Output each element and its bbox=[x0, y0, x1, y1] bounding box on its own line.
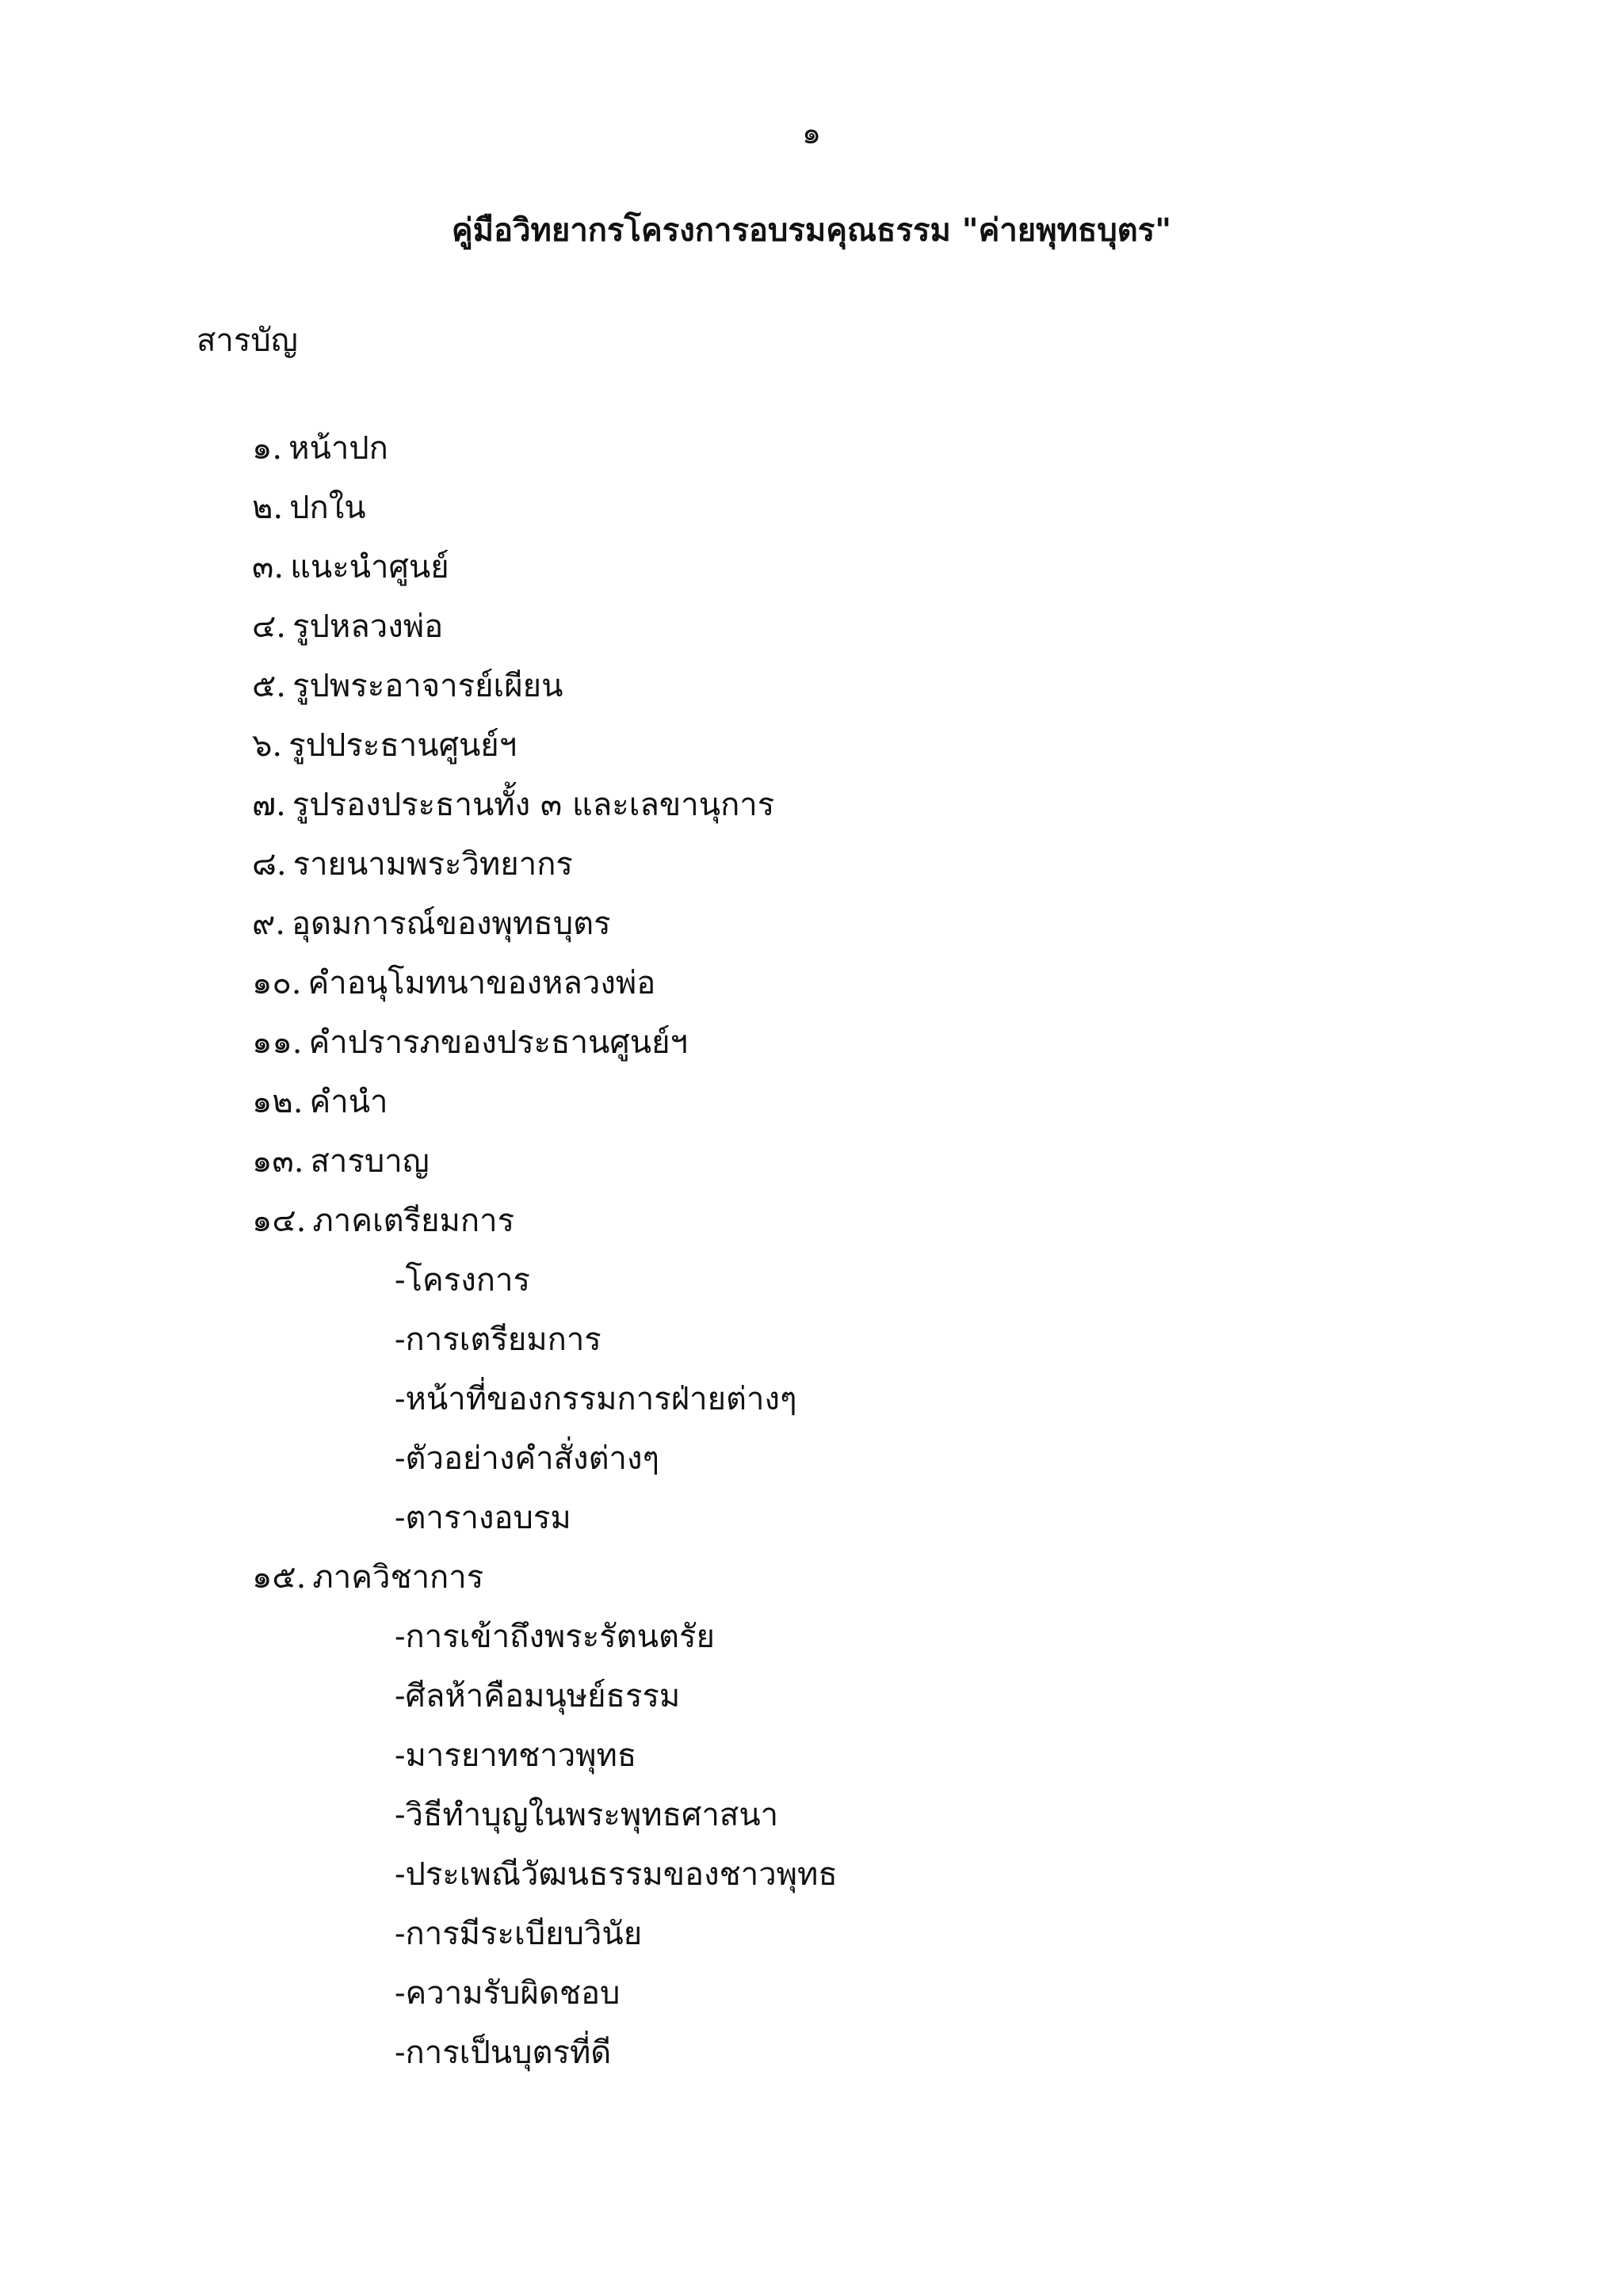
toc-item-text: รายนามพระวิทยากร bbox=[292, 846, 573, 883]
toc-item bbox=[0, 1019, 1623, 1078]
toc-item-number: ๑๐. bbox=[252, 965, 302, 1001]
toc-item bbox=[0, 543, 1623, 603]
toc-subitem bbox=[0, 1435, 1623, 1494]
toc-item-text: ภาคเตรียมการ bbox=[312, 1203, 515, 1239]
toc-subitem bbox=[0, 1613, 1623, 1672]
toc-item-number: ๑. bbox=[252, 430, 283, 467]
toc-item-text: -ความรับผิดชอบ bbox=[395, 1975, 621, 2012]
toc-item-text: -การเข้าถึงพระรัตนตรัย bbox=[395, 1619, 715, 1655]
toc-subitem bbox=[0, 1970, 1623, 2029]
toc-item-text: คำอนุโมทนาของหลวงพ่อ bbox=[307, 965, 656, 1001]
toc-subitem bbox=[0, 1791, 1623, 1851]
toc-item-text: รูปหลวงพ่อ bbox=[292, 608, 444, 645]
toc-item-text: รูปรองประธานทั้ง ๓ และเลขานุการ bbox=[292, 787, 775, 823]
toc-subitem bbox=[0, 1375, 1623, 1435]
toc-item bbox=[0, 1138, 1623, 1197]
toc-item bbox=[0, 484, 1623, 543]
toc-item-text: -มารยาทชาวพุทธ bbox=[395, 1737, 637, 1774]
toc-subitem bbox=[0, 1494, 1623, 1554]
toc-item-number: ๙. bbox=[252, 906, 286, 942]
toc-item-text: -ตารางอบรม bbox=[395, 1500, 571, 1536]
toc-subitem bbox=[0, 2029, 1623, 2088]
toc-item-number: ๑๕. bbox=[252, 1559, 307, 1596]
toc-item-number: ๘. bbox=[252, 846, 287, 883]
toc-item bbox=[0, 603, 1623, 662]
toc-item-text: -ศีลห้าคือมนุษย์ธรรม bbox=[395, 1678, 681, 1714]
toc-item-number: ๑๔. bbox=[252, 1203, 307, 1239]
toc-item bbox=[0, 1554, 1623, 1613]
toc-item-text: -โครงการ bbox=[395, 1262, 530, 1299]
toc-item-text: -หน้าที่ของกรรมการฝ่ายต่างๆ bbox=[395, 1381, 797, 1417]
toc-item-text: รูปประธานศูนย์ฯ bbox=[288, 727, 517, 764]
toc-item-text: -ตัวอย่างคำสั่งต่างๆ bbox=[395, 1440, 660, 1477]
toc-item bbox=[0, 959, 1623, 1019]
table-of-contents bbox=[0, 425, 1623, 2088]
toc-item-number: ๗. bbox=[252, 787, 286, 823]
toc-item-text: คำนำ bbox=[309, 1084, 388, 1120]
toc-heading: สารบัญ bbox=[197, 322, 298, 359]
toc-item-number: ๑๒. bbox=[252, 1084, 304, 1120]
toc-item-text: ปกใน bbox=[289, 490, 366, 526]
toc-subitem bbox=[0, 1316, 1623, 1375]
toc-item-text: -วิธีทำบุญในพระพุทธศาสนา bbox=[395, 1797, 779, 1833]
toc-item bbox=[0, 662, 1623, 722]
toc-item-text: -ประเพณีวัฒนธรรมของชาวพุทธ bbox=[395, 1856, 838, 1893]
toc-subitem bbox=[0, 1257, 1623, 1316]
document-title: คู่มือวิทยากรโครงการอบรมคุณธรรม "ค่ายพุทธบุตร" bbox=[451, 212, 1172, 249]
toc-item-number: ๕. bbox=[252, 668, 286, 704]
toc-item bbox=[0, 425, 1623, 484]
toc-item bbox=[0, 1197, 1623, 1257]
page-number: ๑ bbox=[801, 116, 822, 151]
toc-item-number: ๒. bbox=[252, 490, 284, 526]
toc-item-text: -การมีระเบียบวินัย bbox=[395, 1916, 643, 1952]
toc-item-text: สารบาญ bbox=[310, 1143, 430, 1180]
toc-item-number: ๖. bbox=[252, 727, 283, 764]
toc-subitem bbox=[0, 1910, 1623, 1970]
toc-item bbox=[0, 781, 1623, 841]
toc-item-text: รูปพระอาจารย์เผียน bbox=[292, 668, 563, 704]
toc-subitem bbox=[0, 1851, 1623, 1910]
toc-item bbox=[0, 900, 1623, 959]
toc-item-text: ภาควิชาการ bbox=[312, 1559, 484, 1596]
toc-item-number: ๓. bbox=[252, 549, 285, 585]
toc-item-text: คำปรารภของประธานศูนย์ฯ bbox=[308, 1024, 689, 1061]
toc-item bbox=[0, 841, 1623, 900]
toc-item-number: ๑๑. bbox=[252, 1024, 303, 1061]
toc-subitem bbox=[0, 1732, 1623, 1791]
toc-item-number: ๔. bbox=[252, 608, 286, 645]
toc-item-text: แนะนำศูนย์ bbox=[290, 549, 449, 585]
toc-item bbox=[0, 722, 1623, 781]
toc-item-text: -การเตรียมการ bbox=[395, 1322, 601, 1358]
toc-item-text: อุดมการณ์ของพุทธบุตร bbox=[292, 906, 611, 942]
toc-item-text: หน้าปก bbox=[288, 430, 388, 467]
toc-item-text: -การเป็นบุตรที่ดี bbox=[395, 2035, 612, 2071]
toc-item-number: ๑๓. bbox=[252, 1143, 304, 1180]
toc-item bbox=[0, 1078, 1623, 1138]
toc-subitem bbox=[0, 1672, 1623, 1732]
